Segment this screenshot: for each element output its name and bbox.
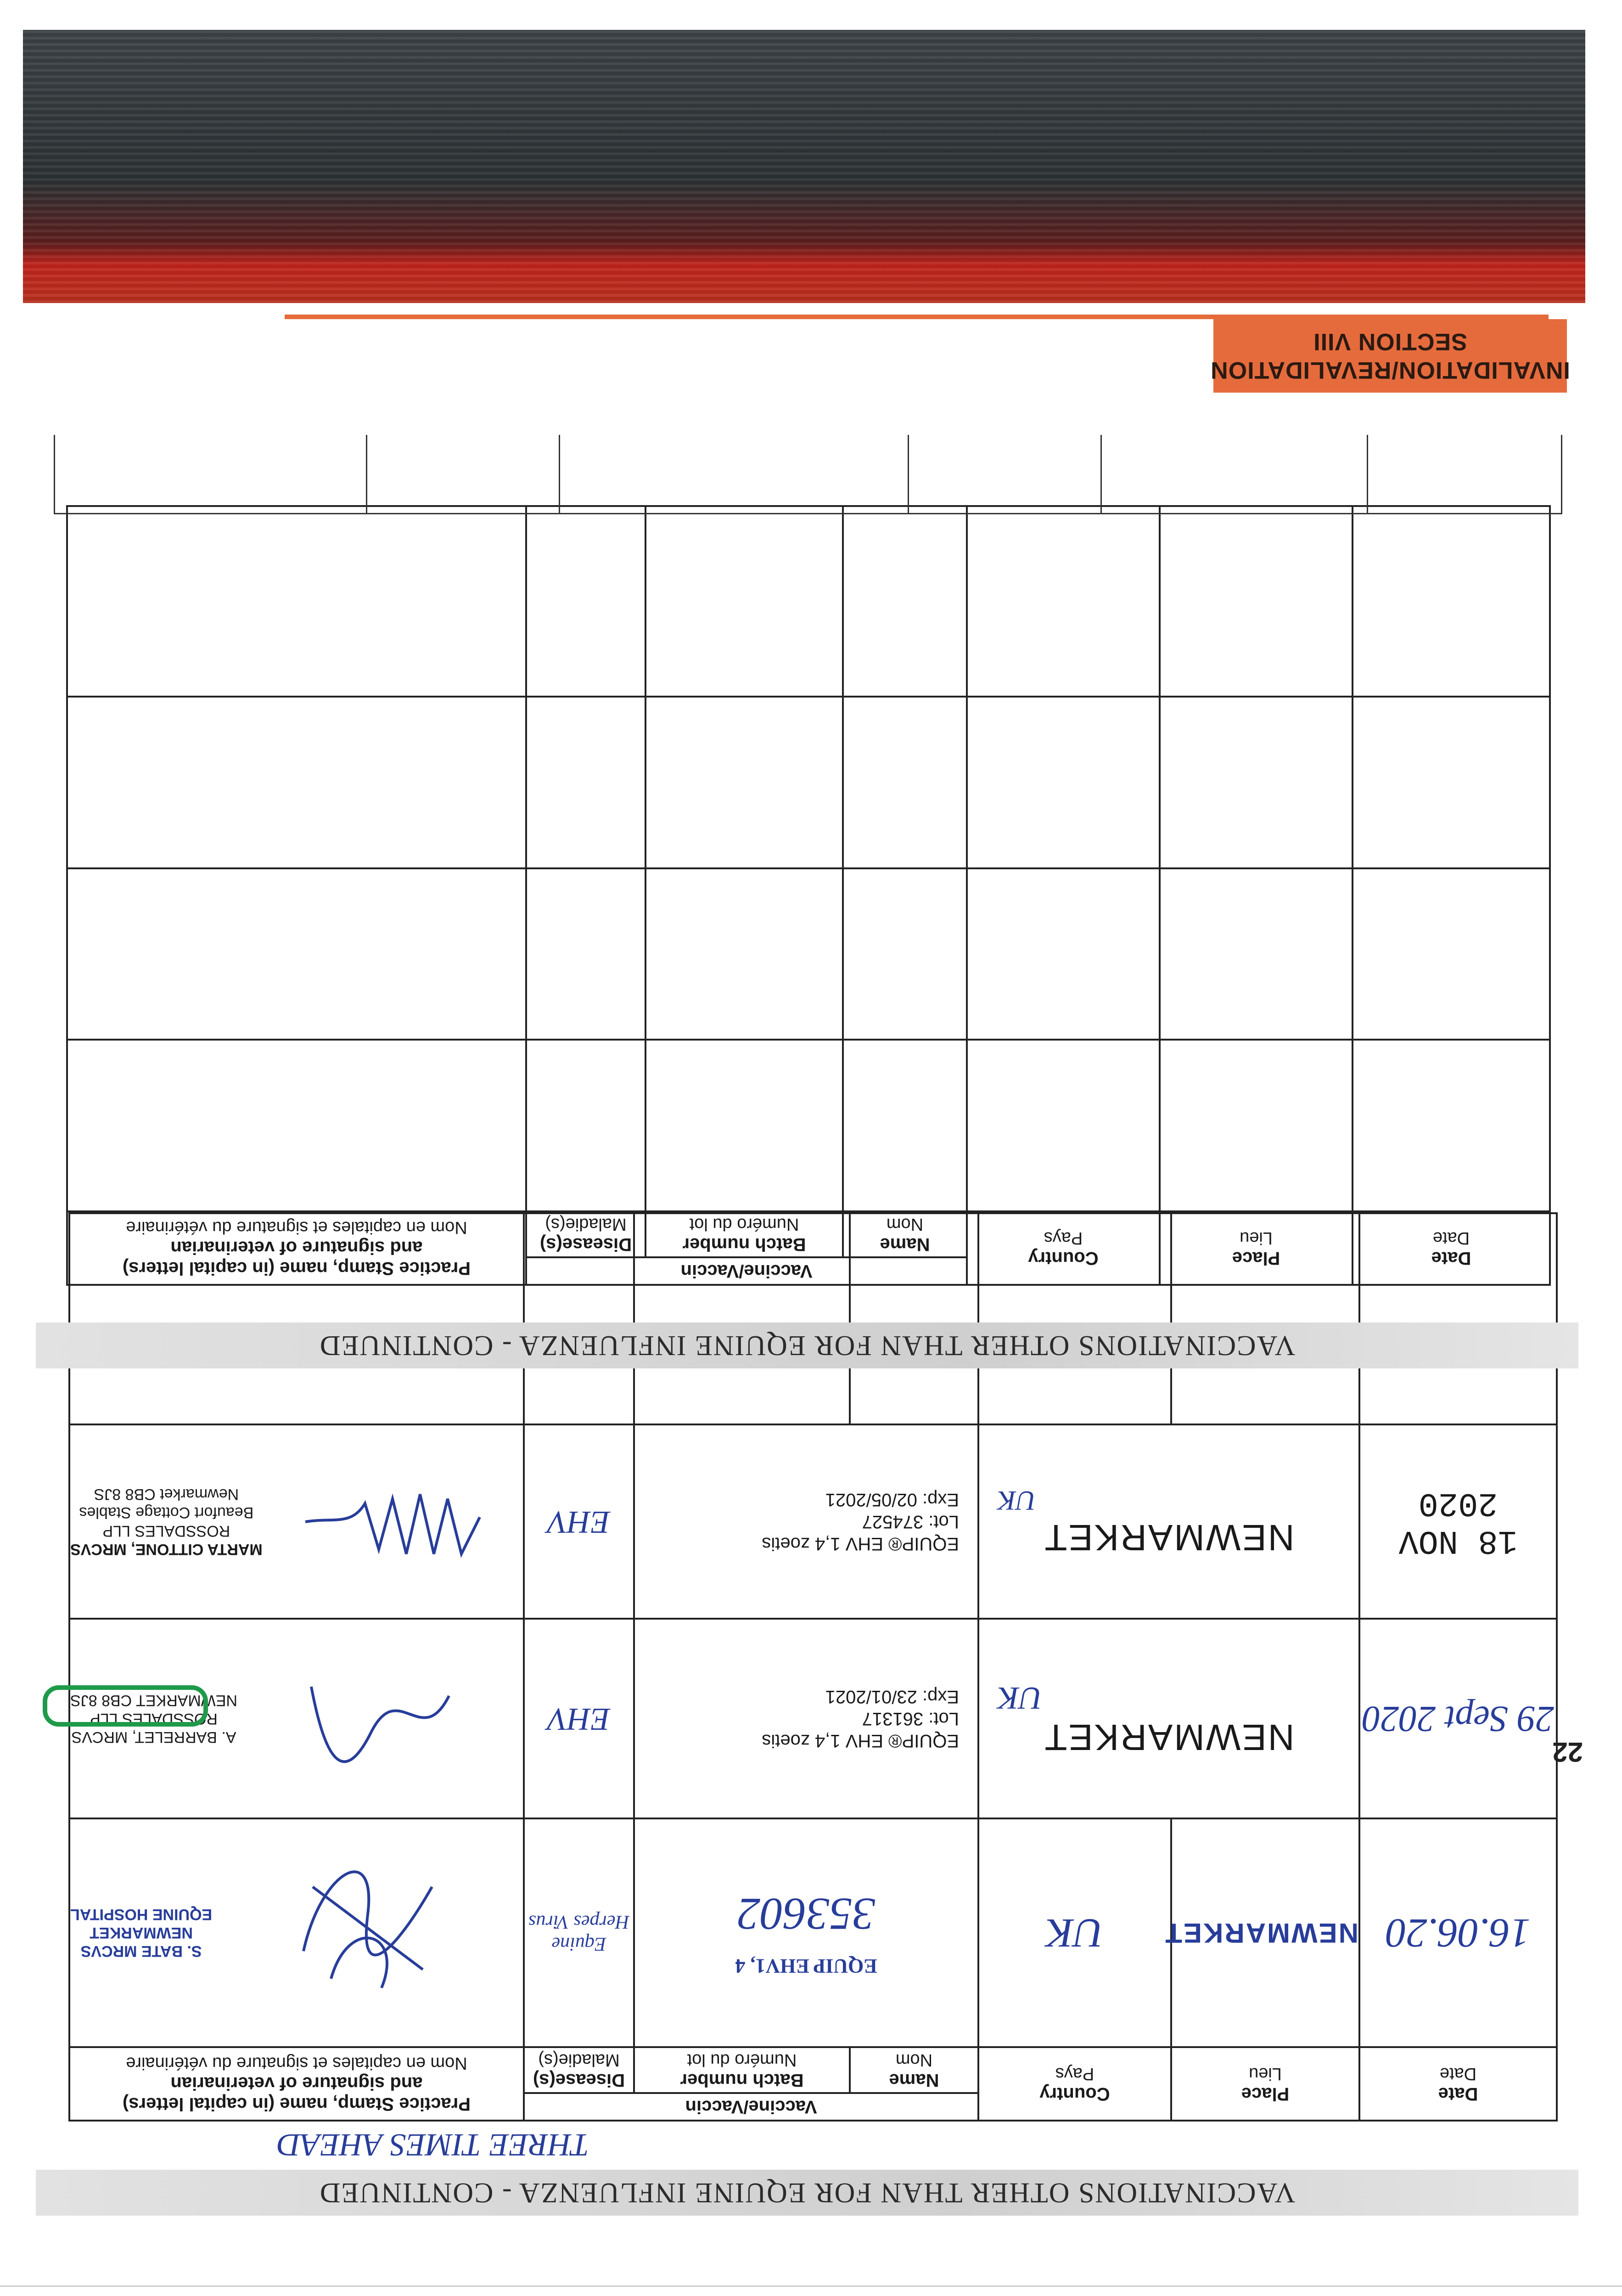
col-place: Place Lieu (1171, 2047, 1359, 2121)
record-disease: Equine Herpes Virus (524, 1818, 634, 2047)
table-row-empty (67, 506, 1550, 697)
col-country: Country Pays (967, 1211, 1160, 1285)
table-row-empty (67, 1040, 1550, 1211)
col-country: Country Pays (978, 2047, 1171, 2121)
col-name: Name Nom (850, 2047, 978, 2093)
handwritten-header (277, 2126, 589, 2163)
record-vaccine: EQUIP EHV1, 4 353602 (634, 1818, 978, 2047)
page-number: 22 (1552, 1737, 1583, 1767)
section-title-band (36, 2170, 1578, 2216)
record-disease: EHV (524, 1619, 634, 1818)
col-batch: Batch number Numéro du lot (645, 1211, 843, 1257)
section-label-line1: INVALIDATION/REVALIDATION (1210, 357, 1570, 383)
table-row-empty (67, 697, 1550, 868)
table-row (69, 1619, 1557, 1818)
col-stamp: Practice Stamp, name (in capital letters) and signature of veterinarian Nom en capitales et signature du vétérinaire (67, 1211, 526, 1285)
record-place: NEWMARKET (1171, 1818, 1359, 2047)
header-color-band (23, 30, 1585, 303)
next-page-table-edge (54, 435, 1562, 514)
section-title: VACCINATIONS OTHER THAN FOR EQUINE INFLUENZA - CONTINUED (319, 2177, 1296, 2209)
handwritten-header-text: THREE TIMES AHEAD (277, 2127, 589, 2162)
signature-image (296, 1471, 489, 1572)
header-accent-line (285, 315, 1549, 319)
col-name: Name Nom (843, 1211, 967, 1257)
record-stamp: A. BARRELET, MRCVS ROSSDALES LLP NEWMARKET CB8 8JS (69, 1619, 524, 1818)
col-batch: Batch number Numéro du lot (634, 2047, 850, 2093)
table-row (69, 1424, 1557, 1619)
col-date: Date Date (1359, 2047, 1557, 2121)
col-stamp: Practice Stamp, name (in capital letters) and signature of veterinarian Nom en capitales et signature du vétérinaire (69, 2047, 524, 2121)
section-label-line2: SECTION VIII (1313, 328, 1467, 355)
col-date: Date Date (1353, 1211, 1550, 1285)
col-disease: Disease(s) Maladie(s) (526, 1211, 645, 1257)
signature-image (285, 1859, 450, 2006)
record-date: 16.06.20 (1359, 1818, 1557, 2047)
record-country: UK (978, 1818, 1171, 2047)
record-disease: EHV (524, 1424, 634, 1619)
record-stamp: S. BATE MRCVS NEWMARKET EQUINE HOSPITAL (69, 1818, 524, 2047)
record-place: NEWMARKET UK (978, 1424, 1359, 1619)
signature-image (297, 1659, 463, 1778)
table-row (69, 1818, 1557, 2047)
scan-edge (0, 2285, 1622, 2287)
record-vaccine: EQUIP® EHV 1,4 zoetis Lot: 361317 Exp: 23/01/2021 (634, 1619, 978, 1818)
record-vaccine: EQUIP® EHV 1,4 zoetis Lot: 374527 Exp: 02/05/2021 (634, 1424, 978, 1619)
paper-clip-image (43, 1685, 208, 1727)
section-title-band-2 (36, 1322, 1578, 1368)
col-disease: Disease(s) Maladie(s) (524, 2047, 634, 2093)
record-date: 29 Sept 2020 (1359, 1619, 1557, 1818)
section-viii-label (1210, 319, 1570, 393)
col-vaccine-group: Vaccine/Vaccin (526, 1257, 967, 1285)
table-row-empty (67, 868, 1550, 1040)
record-date: 18 NOV 2020 (1359, 1424, 1557, 1619)
record-place: NEWMARKET UK (978, 1619, 1359, 1818)
col-place: Place Lieu (1160, 1211, 1353, 1285)
col-vaccine-group: Vaccine/Vaccin (524, 2093, 978, 2121)
section-title-2: VACCINATIONS OTHER THAN FOR EQUINE INFLUENZA - CONTINUED (319, 1330, 1296, 1362)
vaccination-table-empty (66, 505, 1551, 1286)
record-stamp: MARTA CITTONE, MRCVS ROSSDALES LLP Beaufort Cottage Stables Newmarket CB8 8JS (69, 1424, 524, 1619)
